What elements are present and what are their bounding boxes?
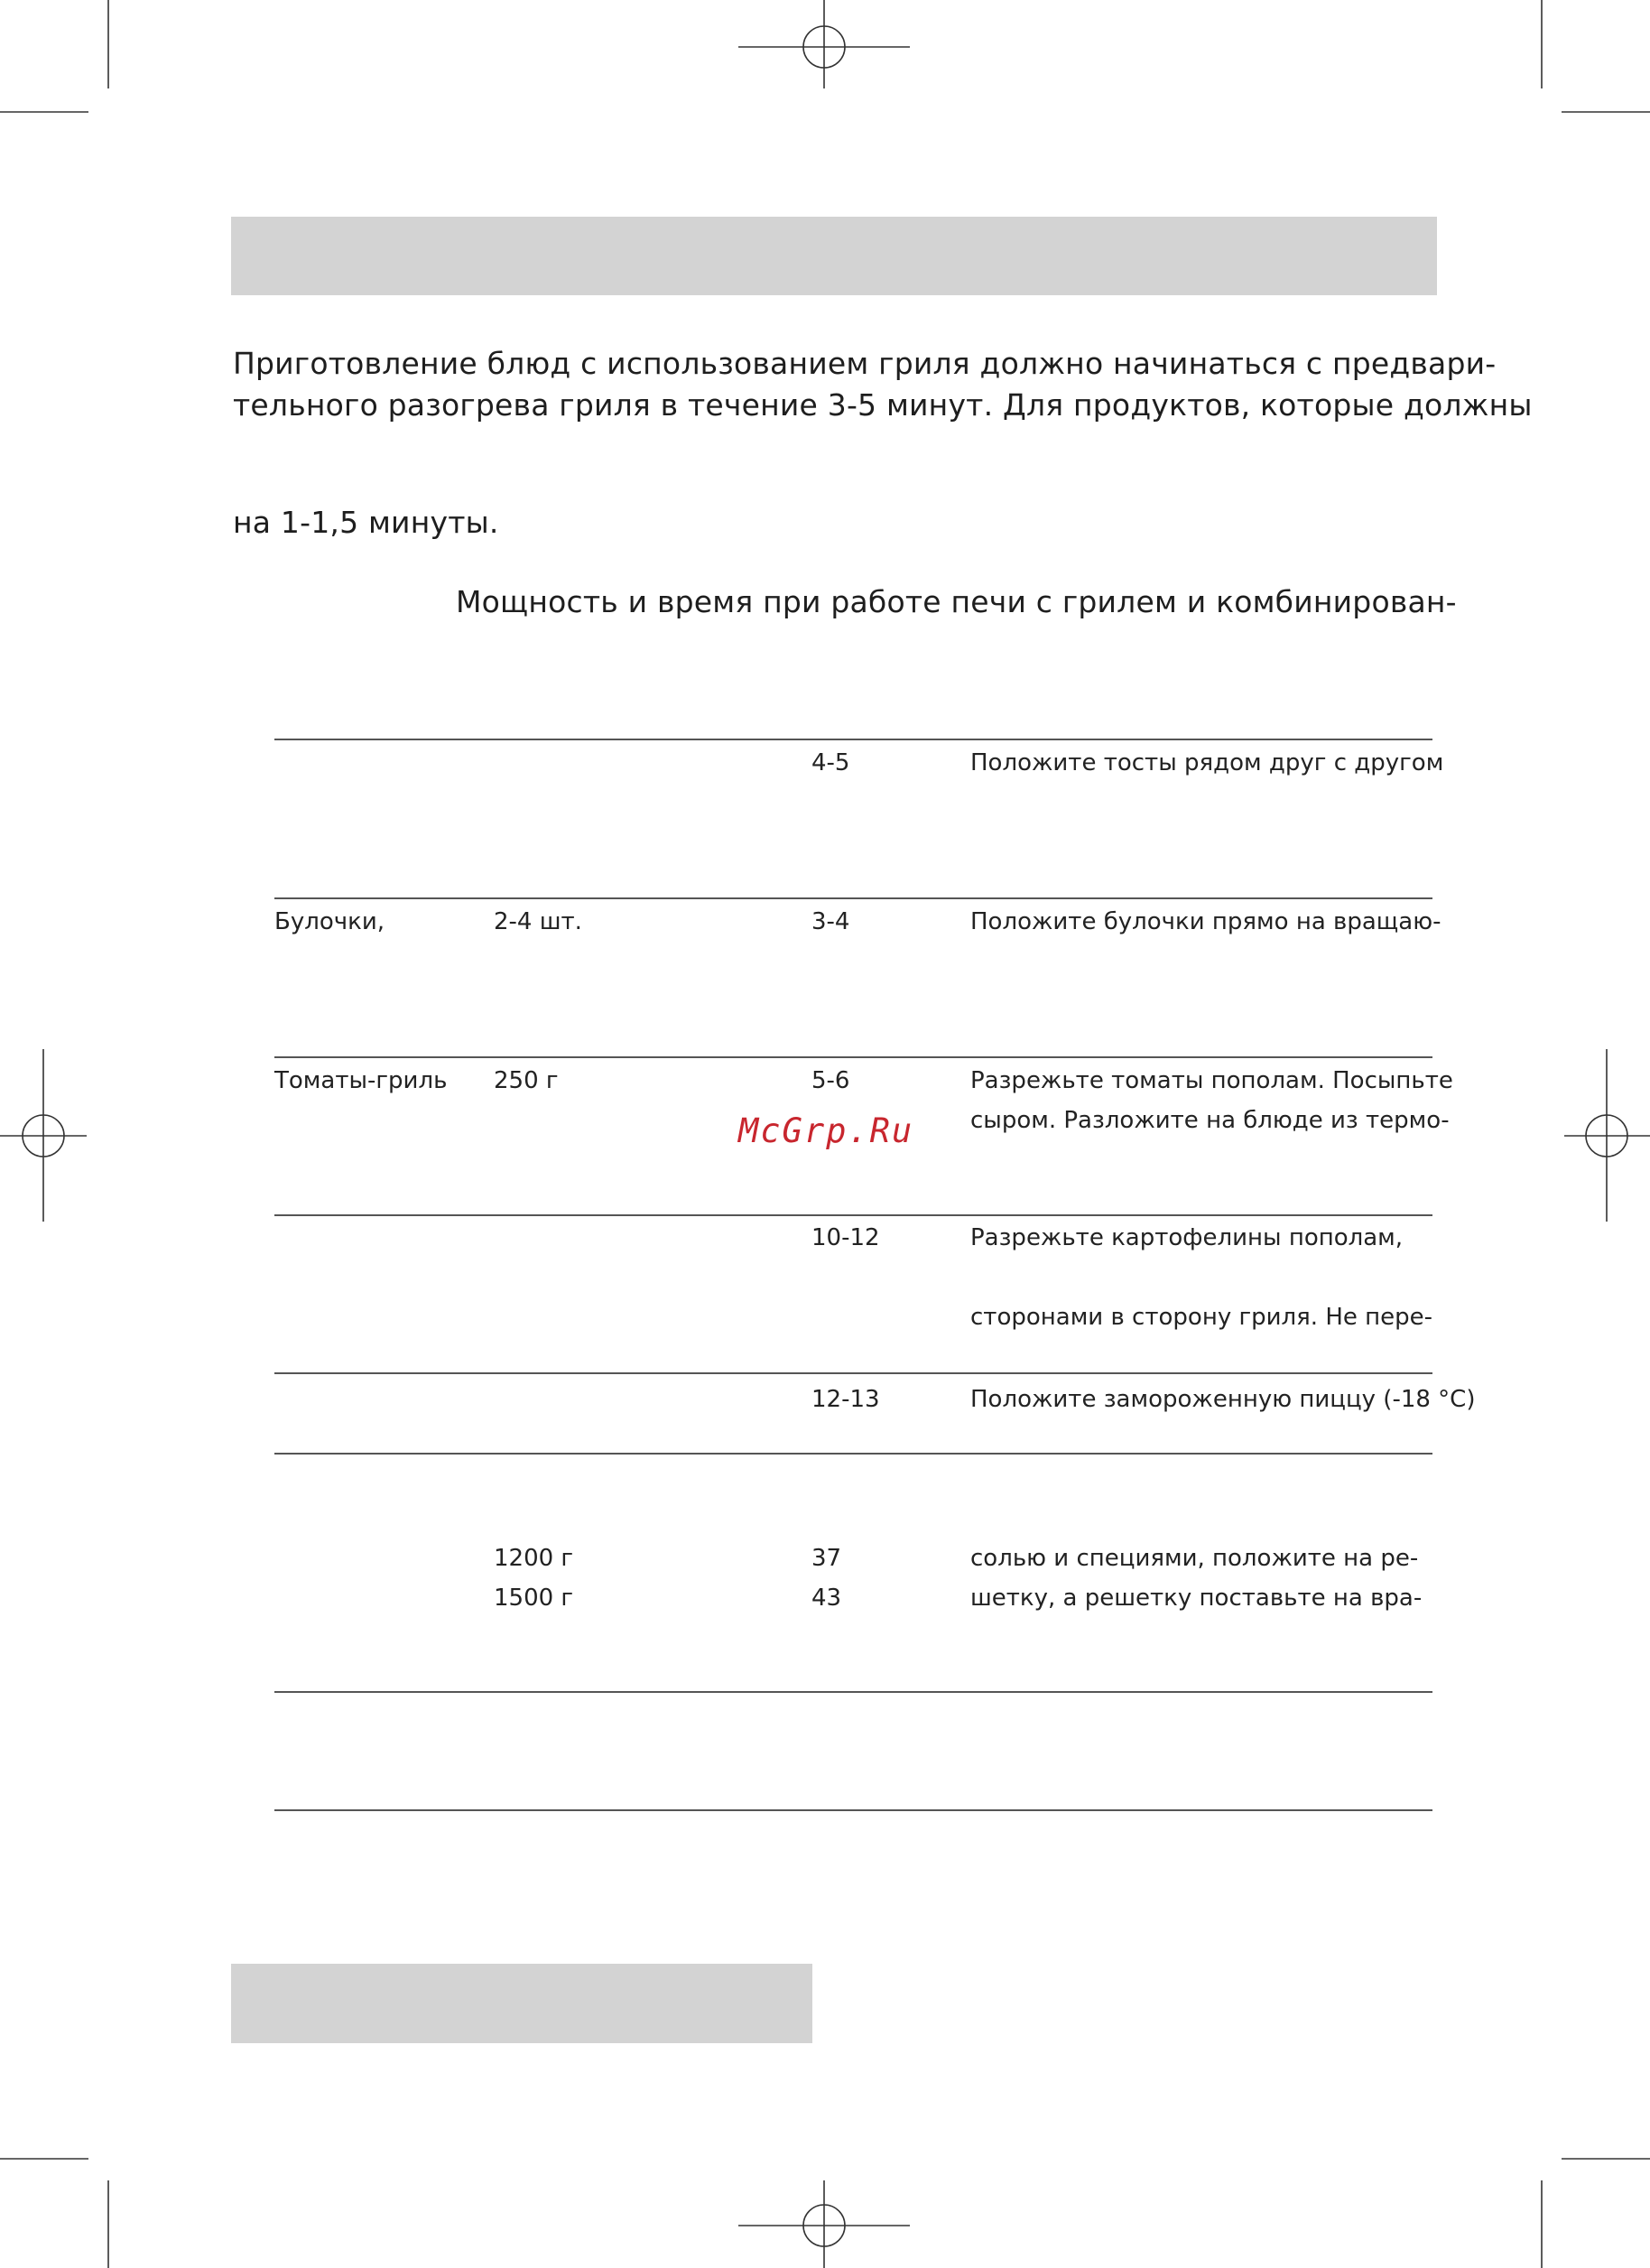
table-row-note: Положите замороженную пиццу (-18 °C) [970,1386,1476,1413]
intro-line-2: тельного разогрева гриля в течение 3-5 минут. Для продуктов, которые должны [233,387,1533,423]
table-row-note: солью и специями, положите на ре- [970,1545,1419,1572]
table-row-note: Положите булочки прямо на вращаю- [970,908,1441,935]
intro-line-3: на 1-1,5 минуты. [233,505,499,540]
table-rule [274,1453,1432,1455]
table-row-note-cont: шетку, а решетку поставьте на вра- [970,1585,1423,1612]
table-row-note: Разрежьте картофелины пополам, [970,1224,1404,1251]
intro-line-1: Приготовление блюд с использованием гриля должно начинаться с предвари- [233,346,1497,381]
table-caption: Мощность и время при работе печи с грилем и комбинирован- [456,584,1457,619]
table-row-time: 43 [811,1585,842,1612]
table-row-time: 37 [811,1545,842,1572]
table-rule [274,1809,1432,1811]
table-rule [274,1056,1432,1058]
table-row-time: 4-5 [811,749,850,776]
table-row-note: Положите тосты рядом друг с другом [970,749,1444,776]
table-row-amount: 2-4 шт. [494,908,582,935]
table-row-name: Томаты-гриль [274,1067,448,1094]
table-row-note: Разрежьте томаты пополам. Посыпьте [970,1067,1453,1094]
table-row-time: 10-12 [811,1224,880,1251]
table-rule [274,1691,1432,1693]
table-rule [274,1372,1432,1374]
table-row-time: 12-13 [811,1386,880,1413]
table-row-amount: 1200 г [494,1545,574,1572]
table-row-amount: 1500 г [494,1585,574,1612]
table-row-note-cont: сыром. Разложите на блюде из термо- [970,1107,1450,1134]
table-row-amount: 250 г [494,1067,559,1094]
table-rule [274,1214,1432,1216]
table-row-name: Булочки, [274,908,385,935]
table-rule [274,897,1432,899]
table-rule [274,739,1432,740]
table-row-note-cont: сторонами в сторону гриля. Не пере- [970,1304,1433,1331]
table-row-time: 5-6 [811,1067,850,1094]
header-bar [231,217,1437,295]
footer-bar [231,1964,812,2043]
watermark: McGrp.Ru [738,1111,914,1150]
table-row-time: 3-4 [811,908,850,935]
